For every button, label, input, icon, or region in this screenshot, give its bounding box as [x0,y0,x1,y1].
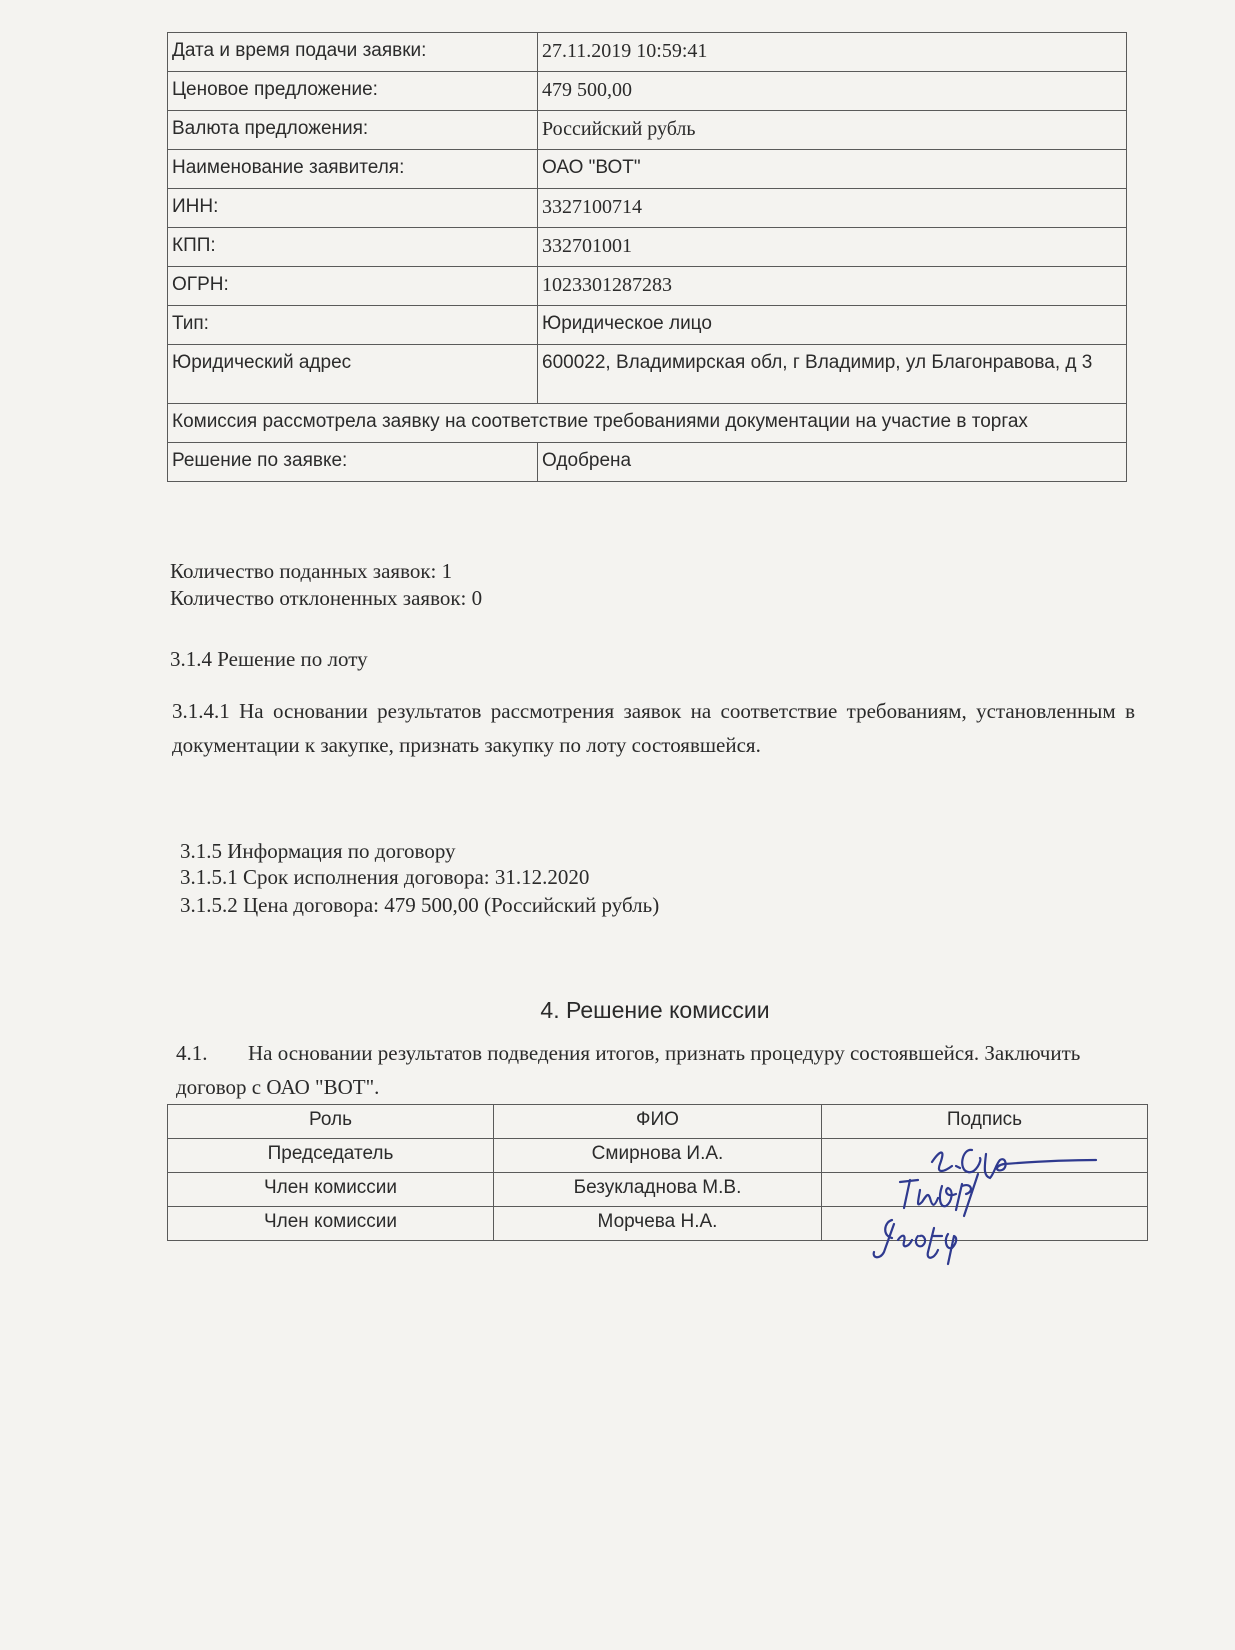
table-row [168,228,1127,267]
commission-review-note: Комиссия рассмотрела заявку на соответствие требованиями документации на участие в торгах [168,404,1127,443]
table-row [168,189,1127,228]
section-4-1-decision [176,1036,1136,1104]
section-4-heading: 4. Решение комиссии [540,997,770,1023]
row-value-legal-address: 600022, Владимирская обл, г Владимир, ул Благонравова, д 3 [538,345,1127,404]
rejected-count: Количество отклоненных заявок: 0 [170,586,483,610]
signature-3 [862,1210,992,1270]
row-value-currency: Российский рубль [538,111,1127,150]
section-3-1-4-paragraph: 3.1.4.1 На основании результатов рассмотрения заявок на соответствие требованиям, установленным в документации к закупке, признать закупку по лоту состоявшейся. [172,699,1135,757]
member-name: Безукладнова М.В. [494,1173,822,1207]
table-row [168,111,1127,150]
member-role: Член комиссии [168,1173,494,1207]
section-3-1-5-title: 3.1.5 Информация по договору [180,839,456,863]
row-value-ogrn: 1023301287283 [538,267,1127,306]
row-label-legal-address: Юридический адрес [168,345,538,404]
row-label-submission-date: Дата и время подачи заявки: [168,33,538,72]
row-label-price-offer: Ценовое предложение: [168,72,538,111]
row-label-currency: Валюта предложения: [168,111,538,150]
table-row [168,443,1127,482]
table-row [168,306,1127,345]
table-row [168,345,1127,404]
row-value-inn: 3327100714 [538,189,1127,228]
contract-price: 3.1.5.2 Цена договора: 479 500,00 (Российский рубль) [180,893,660,917]
row-label-kpp: КПП: [168,228,538,267]
table-row [168,72,1127,111]
member-name: Смирнова И.А. [494,1139,822,1173]
member-name: Морчева Н.А. [494,1207,822,1241]
member-role: Член комиссии [168,1207,494,1241]
row-value-price-offer: 479 500,00 [538,72,1127,111]
row-label-decision: Решение по заявке: [168,443,538,482]
column-header-role: Роль [168,1105,494,1139]
table-row [168,404,1127,443]
column-header-name: ФИО [494,1105,822,1139]
applicant-info-table [167,32,1127,482]
row-label-type: Тип: [168,306,538,345]
row-value-submission-date: 27.11.2019 10:59:41 [538,33,1127,72]
row-value-applicant-name: ОАО "ВОТ" [538,150,1127,189]
table-row [168,150,1127,189]
row-label-ogrn: ОГРН: [168,267,538,306]
row-value-kpp: 332701001 [538,228,1127,267]
section-3-1-4-title: 3.1.4 Решение по лоту [170,647,368,671]
table-row [168,267,1127,306]
member-role: Председатель [168,1139,494,1173]
section-4-1-number: 4.1. [176,1041,208,1065]
column-header-signature: Подпись [822,1105,1148,1139]
row-value-type: Юридическое лицо [538,306,1127,345]
row-label-applicant-name: Наименование заявителя: [168,150,538,189]
row-label-inn: ИНН: [168,189,538,228]
table-row [168,33,1127,72]
submitted-count: Количество поданных заявок: 1 [170,559,453,583]
row-value-decision: Одобрена [538,443,1127,482]
contract-term: 3.1.5.1 Срок исполнения договора: 31.12.2020 [180,865,590,889]
section-4-1-text: На основании результатов подведения итогов, признать процедуру состоявшейся. Заключить договор с ОАО "ВОТ". [176,1041,1081,1099]
